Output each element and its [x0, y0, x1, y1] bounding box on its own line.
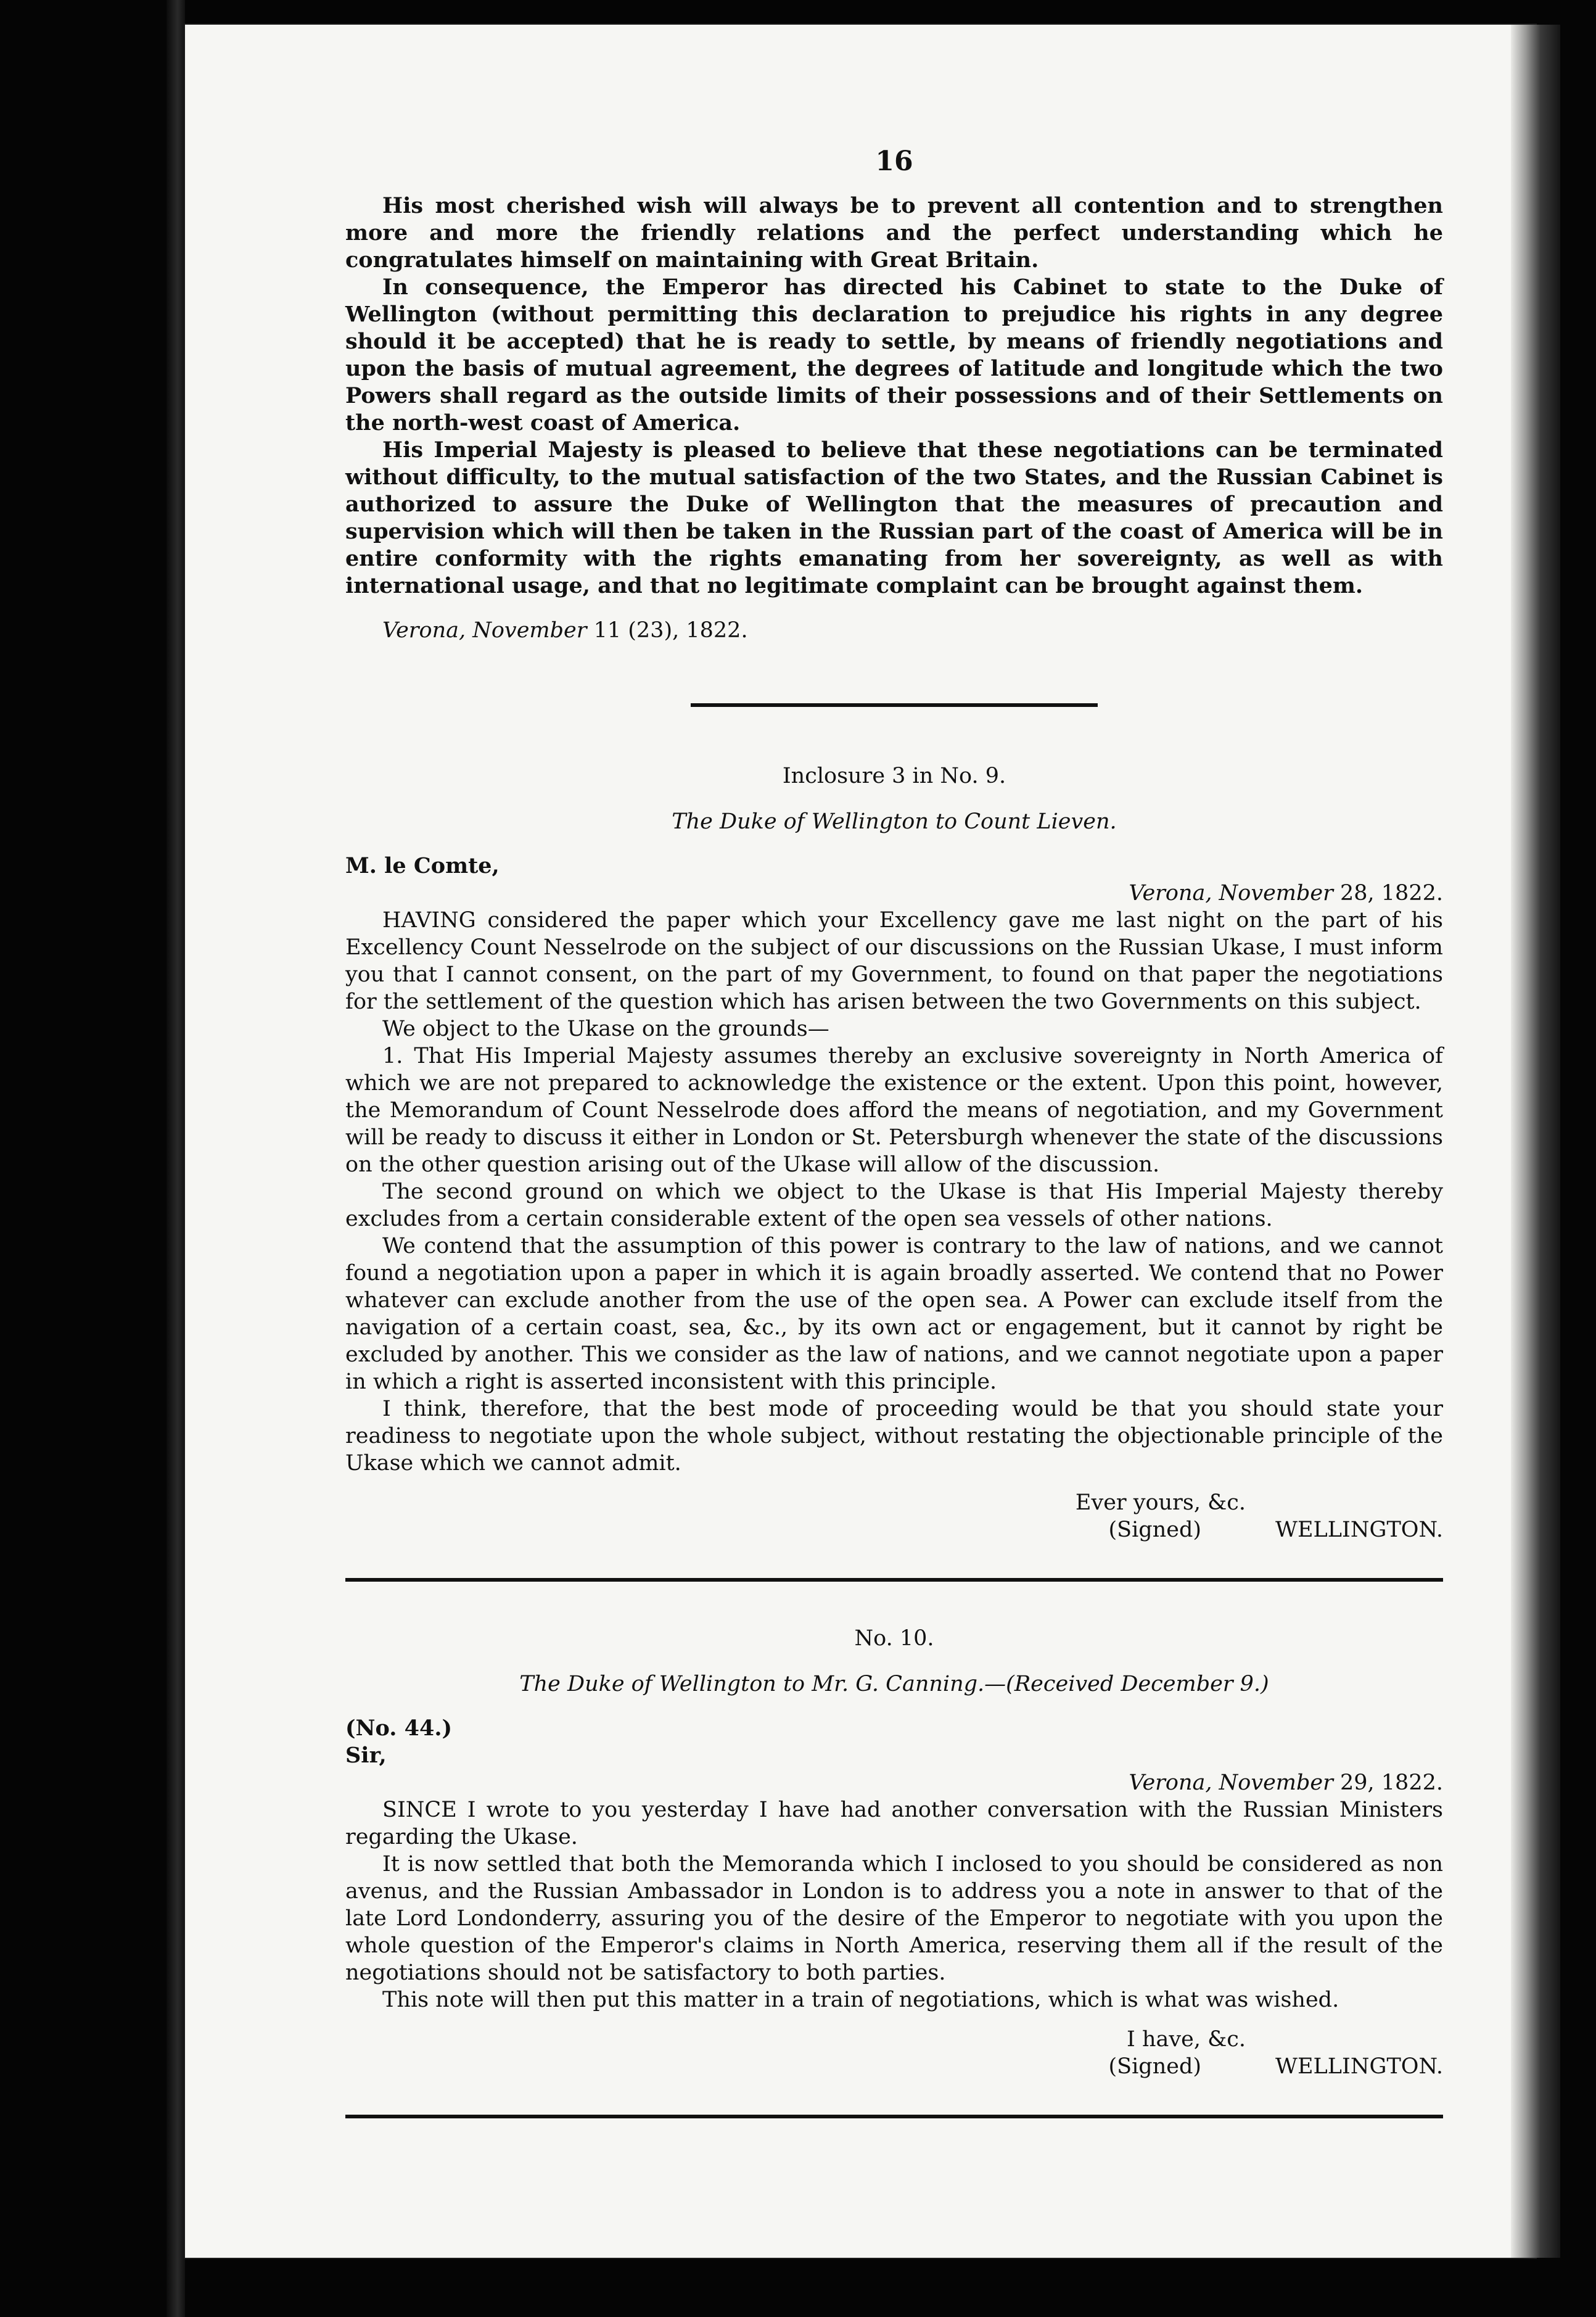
inclosure-paragraph-4: The second ground on which we object to the Ukase is that His Imperial Majesty thereby excludes from a certain considerable extent of the open sea vessels of other nations. [345, 1179, 1443, 1231]
inclosure-salutation: M. le Comte, [345, 853, 500, 878]
inclosure-paragraph-3: 1. That His Imperial Majesty assumes thereby an exclusive sovereignty in North America of which we are not prepared to acknowledge the existence or the extent. Upon this point, however, the Memorandum of Count Nesselrode does afford the means of negotiation, and my Government will be ready to discuss it either in London or St. Petersburgh whenever the state of the discussions on the other question arising out of the Ukase will allow of the discussion. [345, 1044, 1443, 1177]
top-dateline [382, 617, 1443, 644]
inclosure-signed-label: (Signed) [1108, 1518, 1202, 1542]
no10-heading: No. 10. [854, 1626, 934, 1651]
inclosure-subheading: The Duke of Wellington to Count Lieven. [672, 809, 1117, 834]
top-paragraph-1: His most cherished wish will always be to prevent all contention and to strengthen more and more the friendly relations and the perfect understanding which he congratulates himself on maintaining with Great Britain. [345, 193, 1443, 273]
no10-signed-label: (Signed) [1108, 2054, 1202, 2079]
section-divider-short [691, 703, 1098, 707]
inclosure-paragraph-6: I think, therefore, that the best mode of proceeding would be that you should state your readiness to negotiate upon the whole subject, without restating the objectionable principle of the Ukase which we cannot admit. [345, 1397, 1443, 1476]
inclosure-closing: Ever yours, &c. [1075, 1490, 1246, 1515]
inclosure-paragraph-5: We contend that the assumption of this power is contrary to the law of nations, and we cannot found a negotiation upon a paper in which it is again broadly asserted. We contend that no Power whatever can exclude another from the use of the open sea. A Power can exclude itself from the navigation of a certain coast, sea, &c., by its own act or engagement, but it cannot by right be excluded by another. This we consider as the law of nations, and we cannot negotiate upon a paper in which a right is asserted inconsistent with this principle. [345, 1234, 1443, 1394]
inclosure-dateline-date: 28, 1822. [1340, 881, 1443, 906]
no10-paragraph-3: This note will then put this matter in a train of negotiations, which is what was wished. [382, 1988, 1339, 2012]
no10-paragraph-1: SINCE I wrote to you yesterday I have had another conversation with the Russian Ministers regarding the Ukase. [345, 1798, 1443, 1849]
no10-signature-line [345, 2053, 1443, 2080]
top-dateline-place: Verona, November [382, 618, 587, 643]
no10-dateline-date: 29, 1822. [1340, 1770, 1443, 1795]
inclosure-heading: Inclosure 3 in No. 9. [782, 764, 1006, 788]
no10-closing: I have, &c. [1127, 2027, 1246, 2052]
no10-dateline [345, 1769, 1443, 1796]
no10-section [345, 1625, 1443, 2080]
no10-dateline-place: Verona, November [1129, 1770, 1333, 1795]
section-divider-long-1 [345, 1578, 1443, 1582]
inclosure-dateline-place: Verona, November [1129, 881, 1333, 906]
no10-reference: (No. 44.) [345, 1716, 453, 1741]
page-number: 16 [875, 146, 913, 177]
top-paragraph-3: His Imperial Majesty is pleased to believe that these negotiations can be terminated without difficulty, to the mutual satisfaction of the two States, and the Russian Cabinet is authorized to assure the Duke of Wellington that the measures of precaution and supervision which will then be taken in the Russian part of the coast of America will be in entire conformity with the rights emanating from her sovereignty, as well as with international usage, and that no legitimate complaint can be brought against them. [345, 437, 1443, 598]
no10-subheading: The Duke of Wellington to Mr. G. Canning.—(Received December 9.) [519, 1672, 1269, 1696]
top-paragraph-2: In consequence, the Emperor has directed his Cabinet to state to the Duke of Wellington (without permitting this declaration to prejudice his rights in any degree should it be accepted) that he is ready to settle, by means of friendly negotiations and upon the basis of mutual agreement, the degrees of latitude and longitude which the two Powers shall regard as the outside limits of their possessions and of their Settlements on the north-west coast of America. [345, 275, 1443, 436]
no10-salutation: Sir, [345, 1743, 387, 1768]
top-section [345, 192, 1443, 600]
section-divider-long-2 [345, 2115, 1443, 2118]
top-dateline-date: 11 (23), 1822. [593, 618, 748, 643]
inclosure-dateline [345, 880, 1443, 907]
no10-signature: WELLINGTON. [1275, 2054, 1443, 2079]
page-content [345, 148, 1443, 2162]
book-spine [167, 0, 185, 2317]
page-edge-shadow [1511, 25, 1560, 2258]
inclosure-signature-line [345, 1516, 1443, 1543]
inclosure-section [345, 762, 1443, 1543]
inclosure-signature: WELLINGTON. [1275, 1518, 1443, 1542]
inclosure-paragraph-2: We object to the Ukase on the grounds— [382, 1017, 829, 1041]
inclosure-paragraph-1: HAVING considered the paper which your Excellency gave me last night on the part of his Excellency Count Nesselrode on the subject of our discussions on the Russian Ukase, I must inform you that I cannot consent, on the part of my Government, to found on that paper the negotiations for the settlement of the question which has arisen between the two Governments on this subject. [345, 908, 1443, 1014]
no10-paragraph-2: It is now settled that both the Memoranda which I inclosed to you should be considered as non avenus, and the Russian Ambassador in London is to address you a note in answer to that of the late Lord Londonderry, assuring you of the desire of the Emperor to negotiate with you upon the whole question of the Emperor's claims in North America, reserving them all if the result of the negotiations should not be satisfactory to both parties. [345, 1852, 1443, 1985]
